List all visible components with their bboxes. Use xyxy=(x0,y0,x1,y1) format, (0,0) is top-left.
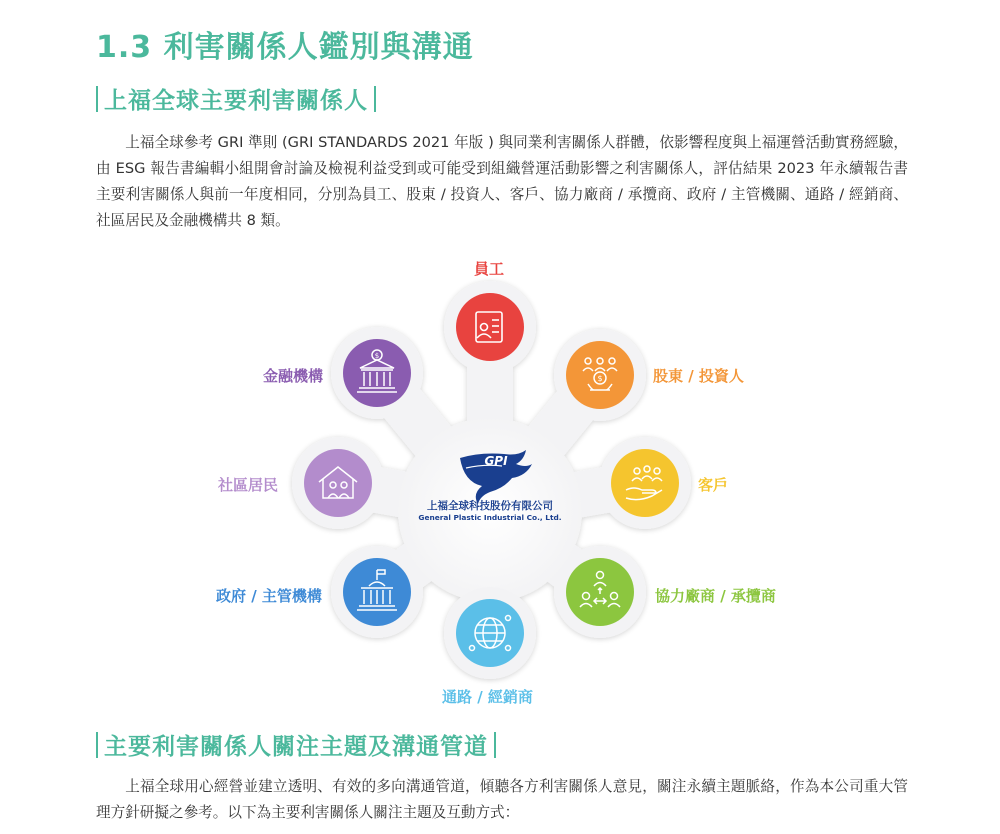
gpi-logo-text: GPI xyxy=(484,454,508,468)
label-customers: 客戶 xyxy=(698,476,729,494)
node-government xyxy=(343,558,411,626)
label-employees: 員工 xyxy=(474,260,505,278)
node-finance xyxy=(343,339,411,407)
label-channels: 通路 / 經銷商 xyxy=(442,688,533,706)
node-community xyxy=(304,449,372,517)
label-shareholders: 股東 / 投資人 xyxy=(653,367,744,385)
node-customers xyxy=(611,449,679,517)
page-title: 1.3 利害關係人鑑別與溝通 xyxy=(96,30,474,65)
section-heading-communication xyxy=(96,728,496,761)
node-employees xyxy=(456,293,524,361)
node-channels xyxy=(456,599,524,667)
node-community-circle xyxy=(304,449,372,517)
company-name-en: General Plastic Industrial Co., Ltd. xyxy=(418,513,562,522)
node-shareholders xyxy=(566,341,634,409)
heading-bar-right xyxy=(374,86,376,112)
section-heading-text: 主要利害關係人關注主題及溝通管道 xyxy=(104,734,488,760)
heading-bar-right xyxy=(494,732,496,758)
company-name-zh: 上福全球科技股份有限公司 xyxy=(427,500,553,512)
intro-paragraph: 上福全球參考 GRI 準則 (GRI STANDARDS 2021 年版 ) 與同業利害關係人群體，依影響程度與上福運營活動實務經驗，由 ESG 報告書編輯小組開會討論及檢視利益受到或可能受到組織營運活動影響之利害關係人，評估結果 2023 年永續報告書主要利害關係人與前一年度相同，分別為員工、股東 / 投資人、客戶、協力廠商 / 承攬商、政府 / 主管機關、通路 / 經銷商、社區居民及金融機構共 8 類。 xyxy=(96,134,908,229)
svg-text:$: $ xyxy=(374,352,380,360)
section-heading-stakeholders xyxy=(96,82,376,115)
node-employees-circle xyxy=(456,293,524,361)
stakeholder-diagram-svg xyxy=(0,250,1000,720)
node-contractors xyxy=(566,558,634,626)
node-customers-circle xyxy=(611,449,679,517)
svg-text:$: $ xyxy=(597,374,603,383)
stakeholder-diagram xyxy=(0,250,1000,720)
label-community: 社區居民 xyxy=(218,476,279,494)
label-contractors: 協力廠商 / 承攬商 xyxy=(655,587,776,605)
label-finance: 金融機構 xyxy=(263,367,324,385)
communication-paragraph: 上福全球用心經營並建立透明、有效的多向溝通管道，傾聽各方利害關係人意見，關注永續主題脈絡，作為本公司重大管理方針研擬之參考。以下為主要利害關係人關注主題及互動方式： xyxy=(96,778,908,821)
label-government: 政府 / 主管機構 xyxy=(216,587,322,605)
section-heading-text: 上福全球主要利害關係人 xyxy=(104,88,368,114)
